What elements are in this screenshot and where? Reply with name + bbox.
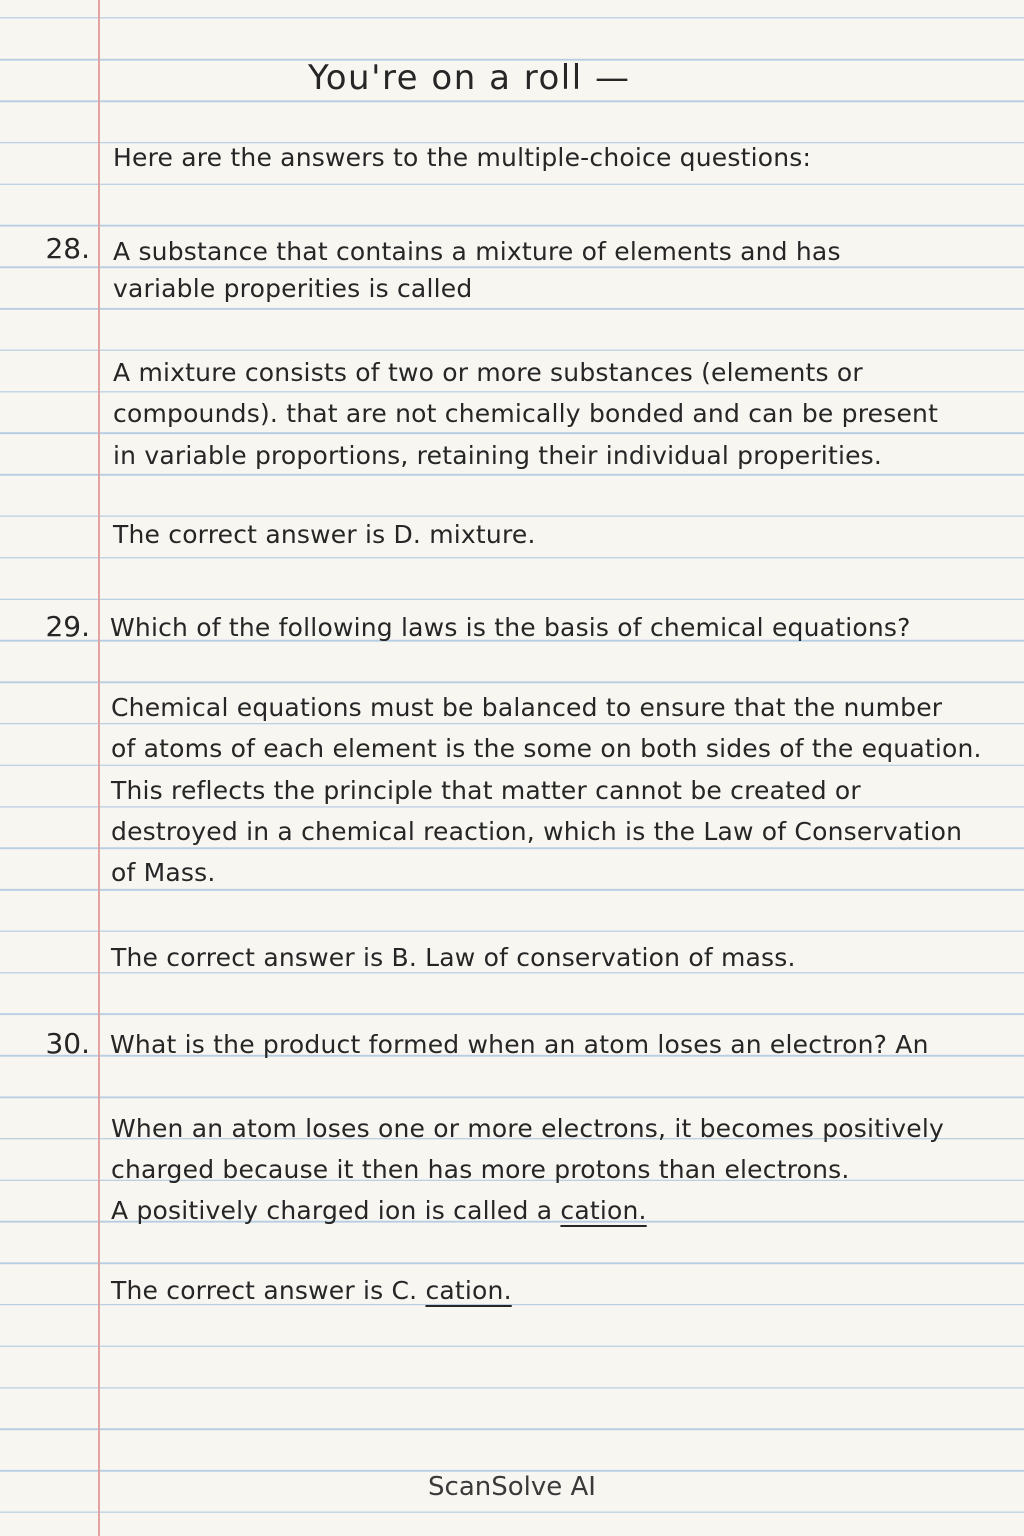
answer-30 xyxy=(111,1270,512,1311)
explanation-30-line-3-text: A positively charged ion is called a xyxy=(111,1196,561,1225)
explanation-29-line-2: of atoms of each element is the some on both sides of the equation. xyxy=(111,734,982,763)
explanation-29-line-1: Chemical equations must be balanced to ensure that the number xyxy=(111,693,943,722)
explanation-28-line-2: compounds). that are not chemically bonded and can be present xyxy=(113,399,939,428)
question-number-28: 28. xyxy=(45,232,90,265)
explanation-30-line-3 xyxy=(111,1190,647,1231)
explanation-29-line-4: destroyed in a chemical reaction, which is the Law of Conservation xyxy=(111,817,963,846)
intro-text: Here are the answers to the multiple-choice questions: xyxy=(113,143,812,172)
question-28-line-1: A substance that contains a mixture of elements and has xyxy=(113,237,841,266)
question-number-30: 30. xyxy=(45,1027,90,1060)
explanation-30-line-1: When an atom loses one or more electrons, it becomes positively xyxy=(111,1114,945,1143)
question-28-line-2: variable properities is called xyxy=(113,274,473,303)
explanation-30-line-2: charged because it then has more protons than electrons. xyxy=(111,1155,850,1184)
question-number-29: 29. xyxy=(45,610,90,643)
explanation-28-line-1: A mixture consists of two or more substances (elements or xyxy=(113,358,863,387)
notebook-margin-line xyxy=(98,0,100,1536)
footer-brand: ScanSolve AI xyxy=(428,1472,596,1502)
answer-30-text: The correct answer is C. xyxy=(111,1276,426,1305)
explanation-28-line-3: in variable proportions, retaining their individual properities. xyxy=(113,441,883,470)
question-30-line-1: What is the product formed when an atom loses an electron? An xyxy=(110,1030,929,1059)
answer-28: The correct answer is D. mixture. xyxy=(113,520,536,549)
explanation-29-line-3: This reflects the principle that matter cannot be created or xyxy=(111,776,861,805)
question-29-line-1: Which of the following laws is the basis of chemical equations? xyxy=(110,613,911,642)
explanation-29-line-5: of Mass. xyxy=(111,858,216,887)
page-title: You're on a roll — xyxy=(308,58,631,98)
answer-30-underlined-term: cation. xyxy=(425,1276,512,1305)
cation-underlined-term: cation. xyxy=(560,1196,647,1225)
answer-29: The correct answer is B. Law of conservation of mass. xyxy=(111,943,796,972)
